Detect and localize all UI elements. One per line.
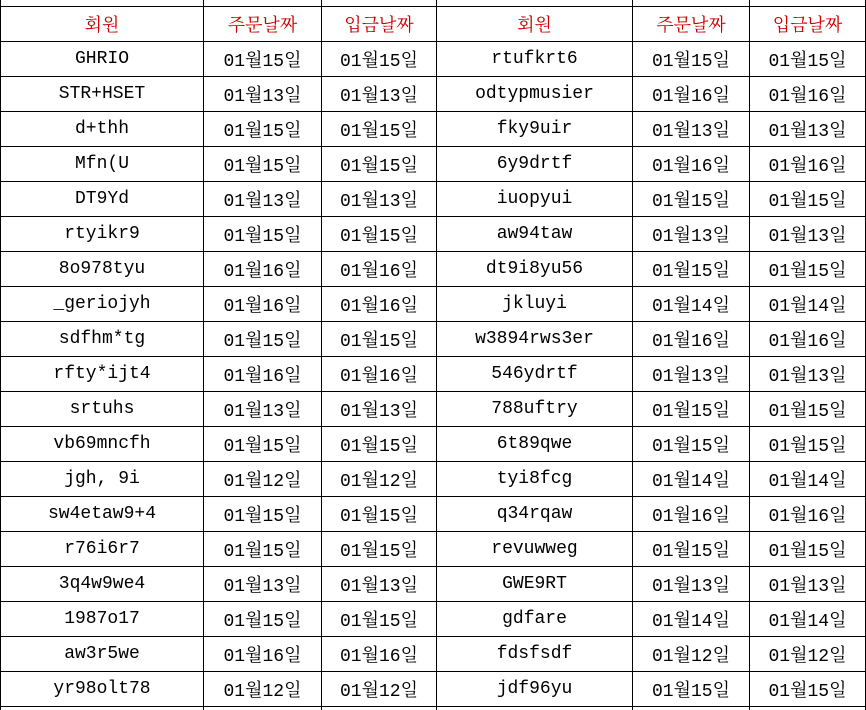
member-cell-left: vb69mncfh — [1, 427, 204, 462]
deposit-date-cell-left: 01월13일 — [322, 392, 437, 427]
order-date-cell-right: 01월15일 — [633, 252, 750, 287]
order-date-cell-right: 01월15일 — [633, 532, 750, 567]
order-date-cell-right: 01월16일 — [633, 147, 750, 182]
table-row — [1, 252, 866, 287]
member-cell-right: 6y9drtf — [437, 147, 633, 182]
header-cell-deposit-date-left: 입금날짜 — [322, 7, 437, 42]
member-cell-left: 1987o17 — [1, 602, 204, 637]
deposit-date-cell-right: 01월13일 — [750, 112, 866, 147]
deposit-date-cell-right: 01월15일 — [750, 252, 866, 287]
table-row — [1, 497, 866, 532]
deposit-date-cell-right: 01월15일 — [750, 672, 866, 707]
partial-cell — [322, 0, 437, 7]
order-date-cell-left: 01월15일 — [204, 147, 322, 182]
deposit-date-cell-right: 01월14일 — [750, 462, 866, 497]
deposit-date-cell-left: 01월15일 — [322, 112, 437, 147]
order-date-cell-left: 01월15일 — [204, 42, 322, 77]
partial-cell — [750, 0, 866, 7]
deposit-date-cell-left: 01월13일 — [322, 567, 437, 602]
table-row — [1, 217, 866, 252]
order-date-cell-right: 01월13일 — [633, 567, 750, 602]
order-date-cell-right: 01월15일 — [633, 42, 750, 77]
member-cell-right: 788uftry — [437, 392, 633, 427]
member-cell-right: fky9uir — [437, 112, 633, 147]
deposit-date-cell-right: 01월15일 — [750, 427, 866, 462]
deposit-date-cell-right: 01월13일 — [750, 217, 866, 252]
order-date-cell-left: 01월15일 — [204, 497, 322, 532]
deposit-date-cell-left: 01월12일 — [322, 462, 437, 497]
deposit-date-cell-left: 01월15일 — [322, 497, 437, 532]
member-cell-left: 3q4w9we4 — [1, 567, 204, 602]
order-date-cell-left: 01월13일 — [204, 77, 322, 112]
member-cell-left: d+thh — [1, 112, 204, 147]
deposit-date-cell-left: 01월16일 — [322, 287, 437, 322]
member-cell-right: jdf96yu — [437, 672, 633, 707]
order-date-cell-right: 01월16일 — [633, 322, 750, 357]
deposit-date-cell-right: 01월15일 — [750, 182, 866, 217]
deposit-date-cell-left: 01월16일 — [322, 252, 437, 287]
header-cell-member-right: 회원 — [437, 7, 633, 42]
member-cell-left: 8o978tyu — [1, 252, 204, 287]
deposit-date-cell-left: 01월13일 — [322, 182, 437, 217]
member-cell-left: sw4etaw9+4 — [1, 497, 204, 532]
member-cell-right: rtufkrt6 — [437, 42, 633, 77]
header-cell-deposit-date-right: 입금날짜 — [750, 7, 866, 42]
order-date-cell-right: 01월15일 — [633, 672, 750, 707]
member-cell-right: GWE9RT — [437, 567, 633, 602]
deposit-date-cell-right: 01월16일 — [750, 147, 866, 182]
table-row — [1, 42, 866, 77]
header-cell-order-date-left: 주문날짜 — [204, 7, 322, 42]
order-date-cell-right: 01월15일 — [633, 427, 750, 462]
partial-cell — [204, 0, 322, 7]
table-row — [1, 427, 866, 462]
member-cell-left: GHRIO — [1, 42, 204, 77]
member-cell-right: jkluyi — [437, 287, 633, 322]
member-cell-right: 546ydrtf — [437, 357, 633, 392]
table-row — [1, 672, 866, 707]
order-date-cell-right: 01월12일 — [633, 637, 750, 672]
table-row — [1, 112, 866, 147]
member-cell-right: fdsfsdf — [437, 637, 633, 672]
table-row — [1, 462, 866, 497]
member-cell-left: STR+HSET — [1, 77, 204, 112]
deposit-date-cell-left: 01월16일 — [322, 357, 437, 392]
order-date-cell-left: 01월15일 — [204, 532, 322, 567]
table-row — [1, 567, 866, 602]
deposit-date-cell-left: 01월15일 — [322, 602, 437, 637]
order-date-cell-left: 01월16일 — [204, 287, 322, 322]
deposit-date-cell-left: 01월16일 — [322, 637, 437, 672]
deposit-date-cell-right: 01월14일 — [750, 287, 866, 322]
deposit-date-cell-right: 01월16일 — [750, 322, 866, 357]
partial-cell — [437, 0, 633, 7]
table-row — [1, 182, 866, 217]
member-cell-right: q34rqaw — [437, 497, 633, 532]
order-date-cell-left: 01월15일 — [204, 322, 322, 357]
order-date-cell-right: 01월16일 — [633, 497, 750, 532]
order-date-cell-right: 01월14일 — [633, 602, 750, 637]
order-date-cell-right: 01월13일 — [633, 357, 750, 392]
order-date-cell-left: 01월16일 — [204, 637, 322, 672]
deposit-date-cell-left: 01월15일 — [322, 322, 437, 357]
deposit-date-cell-right: 01월15일 — [750, 532, 866, 567]
deposit-date-cell-right: 01월16일 — [750, 497, 866, 532]
table-row — [1, 287, 866, 322]
member-cell-left: sdfhm*tg — [1, 322, 204, 357]
table-row — [1, 602, 866, 637]
member-cell-right: iuopyui — [437, 182, 633, 217]
member-cell-right: 6t89qwe — [437, 427, 633, 462]
order-date-cell-left: 01월13일 — [204, 392, 322, 427]
order-date-cell-left: 01월15일 — [204, 112, 322, 147]
table-row — [1, 147, 866, 182]
header-cell-order-date-right: 주문날짜 — [633, 7, 750, 42]
member-cell-left: srtuhs — [1, 392, 204, 427]
member-cell-left: yr98olt78 — [1, 672, 204, 707]
partial-row-top — [1, 0, 866, 7]
order-date-cell-left: 01월12일 — [204, 462, 322, 497]
table-row — [1, 637, 866, 672]
member-cell-right: revuwweg — [437, 532, 633, 567]
member-cell-right: tyi8fcg — [437, 462, 633, 497]
member-cell-left: Mfn(U — [1, 147, 204, 182]
table-body — [1, 42, 866, 707]
table-row — [1, 392, 866, 427]
order-date-cell-right: 01월16일 — [633, 77, 750, 112]
deposit-date-cell-right: 01월13일 — [750, 567, 866, 602]
partial-cell — [633, 0, 750, 7]
order-date-cell-right: 01월13일 — [633, 217, 750, 252]
partial-cell — [1, 0, 204, 7]
deposit-date-cell-left: 01월15일 — [322, 532, 437, 567]
order-date-cell-left: 01월13일 — [204, 182, 322, 217]
order-date-cell-left: 01월15일 — [204, 427, 322, 462]
deposit-date-cell-right: 01월14일 — [750, 602, 866, 637]
deposit-date-cell-left: 01월12일 — [322, 672, 437, 707]
order-date-cell-right: 01월15일 — [633, 182, 750, 217]
header-row — [1, 7, 866, 42]
deposit-date-cell-left: 01월15일 — [322, 147, 437, 182]
table-row — [1, 77, 866, 112]
deposit-date-cell-left: 01월15일 — [322, 42, 437, 77]
order-date-cell-left: 01월12일 — [204, 672, 322, 707]
member-cell-left: _geriojyh — [1, 287, 204, 322]
order-date-cell-left: 01월16일 — [204, 357, 322, 392]
deposit-date-cell-right: 01월16일 — [750, 77, 866, 112]
member-cell-left: r76i6r7 — [1, 532, 204, 567]
member-cell-right: odtypmusier — [437, 77, 633, 112]
member-cell-left: jgh, 9i — [1, 462, 204, 497]
table-row — [1, 357, 866, 392]
order-date-cell-right: 01월13일 — [633, 112, 750, 147]
member-cell-right: aw94taw — [437, 217, 633, 252]
table-row — [1, 322, 866, 357]
order-date-cell-left: 01월16일 — [204, 252, 322, 287]
header-cell-member-left: 회원 — [1, 7, 204, 42]
member-cell-right: gdfare — [437, 602, 633, 637]
deposit-date-cell-right: 01월13일 — [750, 357, 866, 392]
order-date-cell-left: 01월15일 — [204, 602, 322, 637]
deposit-date-cell-right: 01월15일 — [750, 42, 866, 77]
deposit-date-cell-right: 01월12일 — [750, 637, 866, 672]
deposit-date-cell-left: 01월15일 — [322, 427, 437, 462]
member-cell-left: aw3r5we — [1, 637, 204, 672]
table-row — [1, 532, 866, 567]
order-date-cell-left: 01월13일 — [204, 567, 322, 602]
order-date-cell-right: 01월14일 — [633, 462, 750, 497]
member-cell-left: rtyikr9 — [1, 217, 204, 252]
order-date-cell-left: 01월15일 — [204, 217, 322, 252]
deposit-date-cell-left: 01월13일 — [322, 77, 437, 112]
deposit-date-cell-left: 01월15일 — [322, 217, 437, 252]
member-cell-right: w3894rws3er — [437, 322, 633, 357]
member-cell-left: rfty*ijt4 — [1, 357, 204, 392]
member-cell-left: DT9Yd — [1, 182, 204, 217]
member-cell-right: dt9i8yu56 — [437, 252, 633, 287]
order-date-cell-right: 01월14일 — [633, 287, 750, 322]
order-date-cell-right: 01월15일 — [633, 392, 750, 427]
deposit-date-cell-right: 01월15일 — [750, 392, 866, 427]
